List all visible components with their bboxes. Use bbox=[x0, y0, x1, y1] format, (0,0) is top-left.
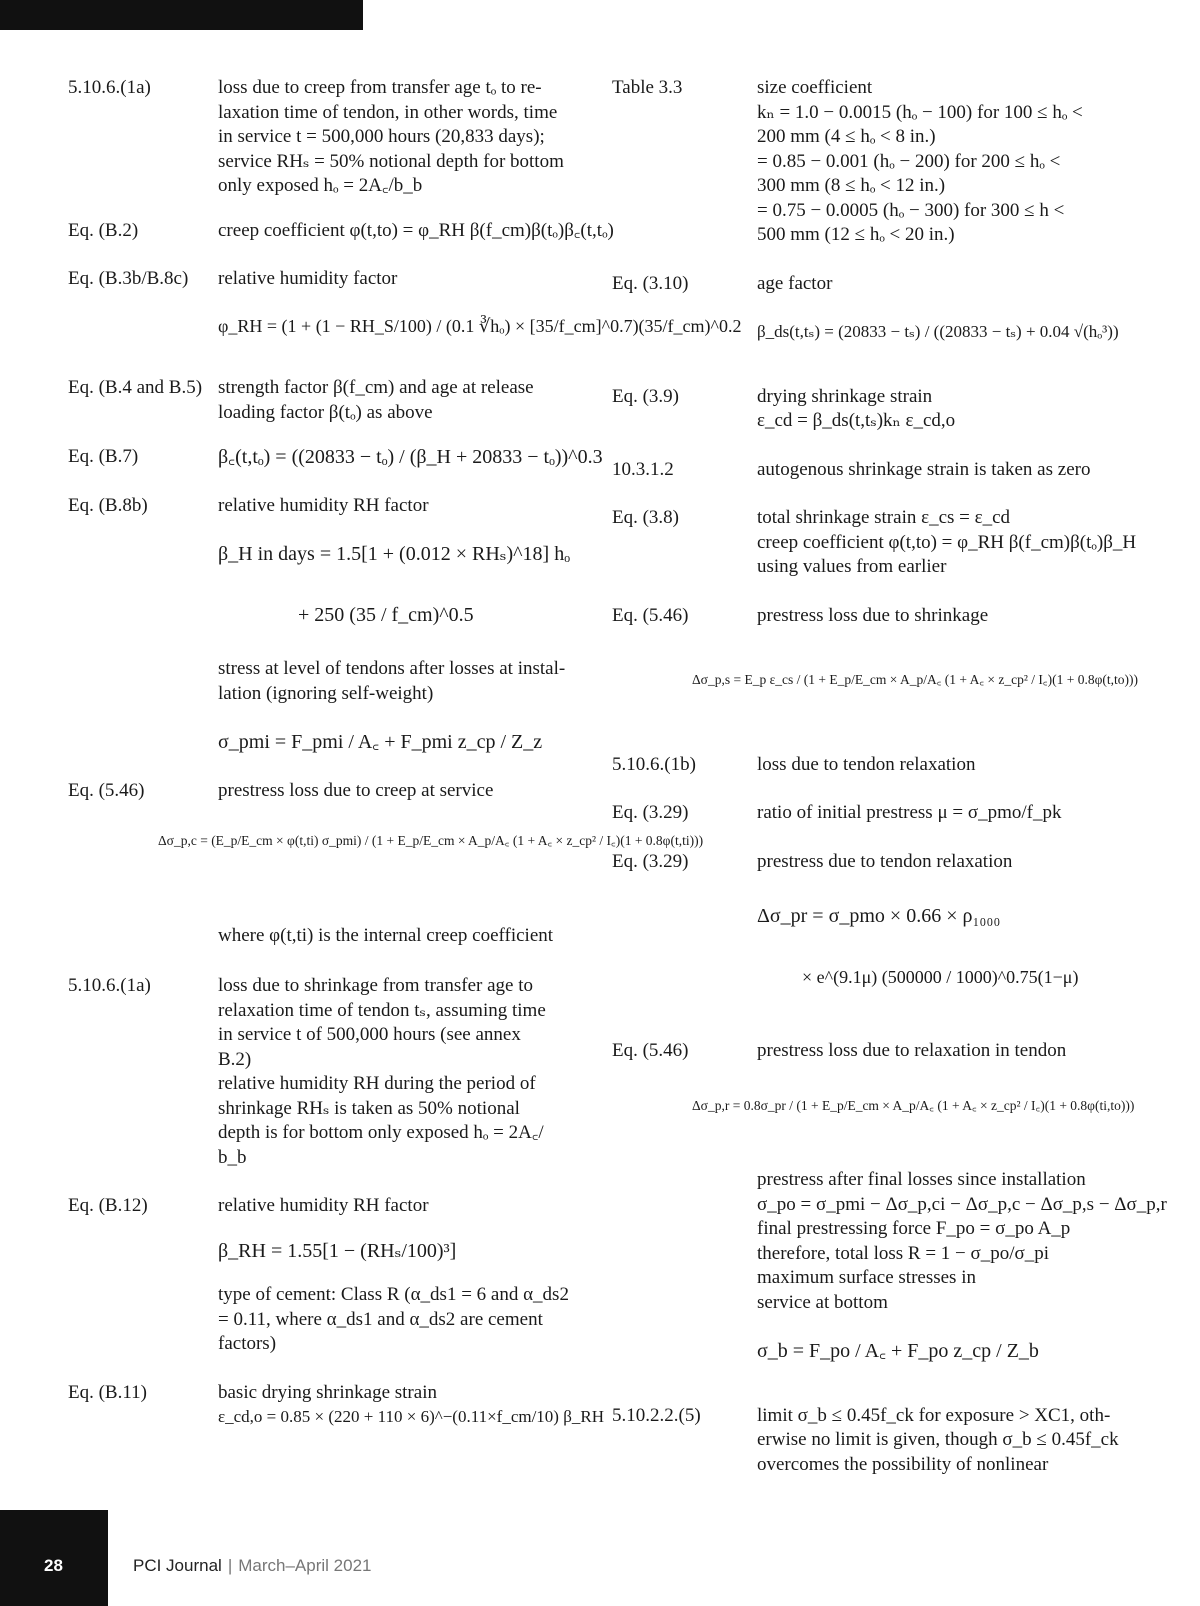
text-line: kₙ = 1.0 − 0.0015 (hₒ − 100) for 100 ≤ hₒ < bbox=[757, 101, 1083, 123]
entry bbox=[68, 657, 588, 755]
text-line: erwise no limit is given, though σ_b ≤ 0.45f_ck bbox=[757, 1429, 1119, 1450]
text-line: B.2) bbox=[218, 1048, 252, 1070]
page-number-box bbox=[0, 1510, 108, 1606]
text-line: factors) bbox=[218, 1333, 277, 1354]
text-line: relative humidity RH factor bbox=[218, 1195, 429, 1216]
page-number: 28 bbox=[44, 1556, 63, 1575]
reference-label: 5.10.6.(1b) bbox=[612, 753, 696, 775]
reference-label: Eq. (3.10) bbox=[612, 272, 689, 294]
equation: Δσ_p,c = (E_p/E_cm × φ(t,ti) σ_pmi) / (1 + E_p/E_cm × A_p/A꜀ (1 + A꜀ × z_cp² / I꜀)(1 + 0.8φ(t,ti))) bbox=[158, 833, 704, 848]
text-line: creep coefficient φ(t,to) = φ_RH β(f_cm)β(tₒ)β꜀(t,tₒ) bbox=[218, 219, 614, 241]
text-line: = 0.11, where α_ds1 and α_ds2 are cement bbox=[218, 1308, 543, 1330]
text-line: ratio of initial prestress μ = σ_pmo/f_pk bbox=[757, 802, 1062, 823]
text-line: lation (ignoring self-weight) bbox=[218, 682, 434, 704]
entry bbox=[612, 1039, 1167, 1364]
entry bbox=[68, 376, 588, 425]
entry bbox=[68, 1194, 588, 1357]
entry-text bbox=[218, 76, 588, 199]
text-line: shrinkage RHₛ is taken as 50% notional bbox=[218, 1097, 520, 1119]
entry bbox=[68, 219, 614, 244]
text-line: relative humidity factor bbox=[218, 268, 398, 289]
equation: σ_b = F_po / A꜀ + F_po z_cp / Z_b bbox=[757, 1340, 1039, 1362]
text-line: in service t of 500,000 hours (see annex bbox=[218, 1024, 521, 1045]
equation: β_RH = 1.55[1 − (RHₛ/100)³] bbox=[218, 1239, 457, 1262]
text-line: type of cement: Class R (α_ds1 = 6 and α_ds2 bbox=[218, 1284, 569, 1305]
equation: ε_cd,o = 0.85 × (220 + 110 × 6)^−(0.11×f_cm/10) β_RH bbox=[218, 1407, 604, 1426]
reference-label: 5.10.6.(1a) bbox=[68, 975, 151, 996]
text-line: overcomes the possibility of nonlinear bbox=[757, 1453, 1049, 1475]
entry bbox=[68, 445, 603, 470]
reference-label: Eq. (B.2) bbox=[68, 219, 139, 241]
entry bbox=[612, 604, 1138, 693]
text-line: drying shrinkage strain bbox=[757, 385, 933, 407]
reference-label: Eq. (3.29) bbox=[612, 850, 689, 872]
text-line: creep coefficient φ(t,to) = φ_RH β(f_cm)β(tₒ)β_H bbox=[757, 531, 1137, 553]
equation: Δσ_p,s = E_p ε_cs / (1 + E_p/E_cm × A_p/A꜀ (1 + A꜀ × z_cp² / I꜀)(1 + 0.8φ(t,to))) bbox=[692, 672, 1138, 687]
text-line: autogenous shrinkage strain is taken as zero bbox=[757, 458, 1091, 480]
entry bbox=[68, 494, 588, 628]
page-footer bbox=[0, 1510, 1200, 1606]
text-line: 200 mm (4 ≤ hₒ < 8 in.) bbox=[757, 126, 936, 147]
text-line: σ_po = σ_pmi − Δσ_p,ci − Δσ_p,c − Δσ_p,s − Δσ_p,r bbox=[757, 1193, 1167, 1215]
reference-label: Table 3.3 bbox=[612, 77, 683, 98]
header-bar bbox=[0, 0, 363, 30]
reference-label: 10.3.1.2 bbox=[612, 458, 674, 480]
text-line: relative humidity RH factor bbox=[218, 494, 429, 516]
equation: + 250 (35 / f_cm)^0.5 bbox=[298, 603, 474, 626]
text-line: prestress due to tendon relaxation bbox=[757, 850, 1013, 872]
journal-name bbox=[133, 1556, 372, 1576]
text-line: b_b bbox=[218, 1146, 247, 1168]
text-line: service RHₛ = 50% notional depth for bottom bbox=[218, 150, 564, 172]
text-line: in service t = 500,000 hours (20,833 days); bbox=[218, 126, 545, 147]
text-line: ε_cd = β_ds(t,tₛ)kₙ ε_cd,o bbox=[757, 410, 956, 431]
entry bbox=[68, 76, 588, 199]
entry bbox=[68, 1381, 604, 1430]
text-line: age factor bbox=[757, 272, 833, 294]
text-line: using values from earlier bbox=[757, 556, 947, 577]
text-line: = 0.75 − 0.0005 (hₒ − 300) for 300 ≤ h < bbox=[757, 199, 1065, 221]
journal-issue: March–April 2021 bbox=[238, 1556, 372, 1575]
entry bbox=[612, 385, 1132, 434]
reference-label: 5.10.6.(1a) bbox=[68, 77, 151, 98]
reference-label: Eq. (3.9) bbox=[612, 385, 680, 407]
entry bbox=[612, 850, 1132, 990]
reference-label: Eq. (B.8b) bbox=[68, 494, 148, 516]
text-line: total shrinkage strain ε_cs = ε_cd bbox=[757, 507, 1011, 528]
entry bbox=[612, 458, 1132, 483]
entry bbox=[612, 506, 1137, 580]
reference-label: Eq. (B.7) bbox=[68, 446, 139, 467]
equation: β꜀(t,tₒ) = ((20833 − tₒ) / (β_H + 20833 − tₒ))^0.3 bbox=[218, 446, 603, 468]
reference-label: Eq. (5.46) bbox=[68, 779, 145, 801]
reference-label: 5.10.2.2.(5) bbox=[612, 1404, 701, 1426]
text-line: depth is for bottom only exposed hₒ = 2A꜀/ bbox=[218, 1122, 544, 1143]
text-line: prestress loss due to shrinkage bbox=[757, 604, 989, 626]
entry bbox=[612, 272, 1132, 345]
entry bbox=[612, 801, 1132, 826]
text-line: only exposed hₒ = 2A꜀/b_b bbox=[218, 175, 423, 196]
text-line: prestress loss due to relaxation in tendon bbox=[757, 1040, 1067, 1061]
entry bbox=[68, 974, 588, 1170]
text-line: final prestressing force F_po = σ_po A_p bbox=[757, 1218, 1071, 1239]
reference-label: Eq. (3.8) bbox=[612, 507, 680, 528]
text-line: stress at level of tendons after losses at instal- bbox=[218, 658, 566, 679]
entry bbox=[612, 1404, 1132, 1478]
equation: × e^(9.1μ) (500000 / 1000)^0.75(1−μ) bbox=[802, 966, 1079, 987]
entry bbox=[612, 76, 1132, 248]
text-line: laxation time of tendon, in other words, time bbox=[218, 101, 558, 123]
reference-label: Eq. (B.11) bbox=[68, 1381, 147, 1403]
text-line: loading factor β(tₒ) as above bbox=[218, 401, 433, 423]
reference-label: Eq. (B.12) bbox=[68, 1195, 148, 1216]
text-line: prestress after final losses since installation bbox=[757, 1169, 1086, 1190]
reference-label: Eq. (5.46) bbox=[612, 1040, 689, 1061]
text-line: therefore, total loss R = 1 − σ_po/σ_pi bbox=[757, 1242, 1050, 1264]
text-line: 300 mm (8 ≤ hₒ < 12 in.) bbox=[757, 175, 946, 196]
equation: σ_pmi = F_pmi / A꜀ + F_pmi z_cp / Z_z bbox=[218, 731, 543, 753]
text-line: where φ(t,ti) is the internal creep coefficient bbox=[218, 924, 554, 946]
text-line: maximum surface stresses in bbox=[757, 1267, 976, 1288]
equation: φ_RH = (1 + (1 − RH_S/100) / (0.1 ∛hₒ) × [35/f_cm]^0.7)(35/f_cm)^0.2 bbox=[218, 315, 742, 336]
text-line: 500 mm (12 ≤ hₒ < 20 in.) bbox=[757, 224, 955, 245]
reference-label: Eq. (B.3b/B.8c) bbox=[68, 268, 189, 289]
footer-separator: | bbox=[227, 1556, 233, 1575]
text-line: prestress loss due to creep at service bbox=[218, 779, 494, 801]
text-line: strength factor β(f_cm) and age at release bbox=[218, 377, 534, 398]
text-line: relative humidity RH during the period of bbox=[218, 1073, 536, 1094]
text-line: basic drying shrinkage strain bbox=[218, 1381, 437, 1403]
right-column bbox=[612, 76, 1167, 1477]
reference-label: Eq. (5.46) bbox=[612, 604, 689, 626]
text-line: limit σ_b ≤ 0.45f_ck for exposure > XC1, oth- bbox=[757, 1404, 1111, 1426]
text-line: loss due to tendon relaxation bbox=[757, 753, 976, 775]
text-line: loss due to creep from transfer age tₒ to re- bbox=[218, 77, 542, 98]
text-line: = 0.85 − 0.001 (hₒ − 200) for 200 ≤ hₒ < bbox=[757, 150, 1061, 172]
journal-title: PCI Journal bbox=[133, 1556, 222, 1575]
text-line: relaxation time of tendon tₛ, assuming time bbox=[218, 999, 546, 1021]
equation: Δσ_p,r = 0.8σ_pr / (1 + E_p/E_cm × A_p/A꜀ (1 + A꜀ × z_cp² / I꜀)(1 + 0.8φ(ti,to))) bbox=[692, 1097, 1135, 1113]
entry bbox=[612, 753, 1132, 778]
equation: Δσ_pr = σ_pmo × 0.66 × ρ₁₀₀₀ bbox=[757, 905, 1001, 927]
equation: β_ds(t,tₛ) = (20833 − tₛ) / ((20833 − tₛ) + 0.04 √(hₒ³)) bbox=[757, 322, 1119, 341]
equation: β_H in days = 1.5[1 + (0.012 × RHₛ)^18] hₒ bbox=[218, 543, 570, 565]
text-line: service at bottom bbox=[757, 1291, 888, 1313]
reference-label: Eq. (3.29) bbox=[612, 802, 689, 823]
reference-label: Eq. (B.4 and B.5) bbox=[68, 377, 203, 398]
text-line: loss due to shrinkage from transfer age to bbox=[218, 975, 533, 996]
text-line: size coefficient bbox=[757, 77, 873, 98]
